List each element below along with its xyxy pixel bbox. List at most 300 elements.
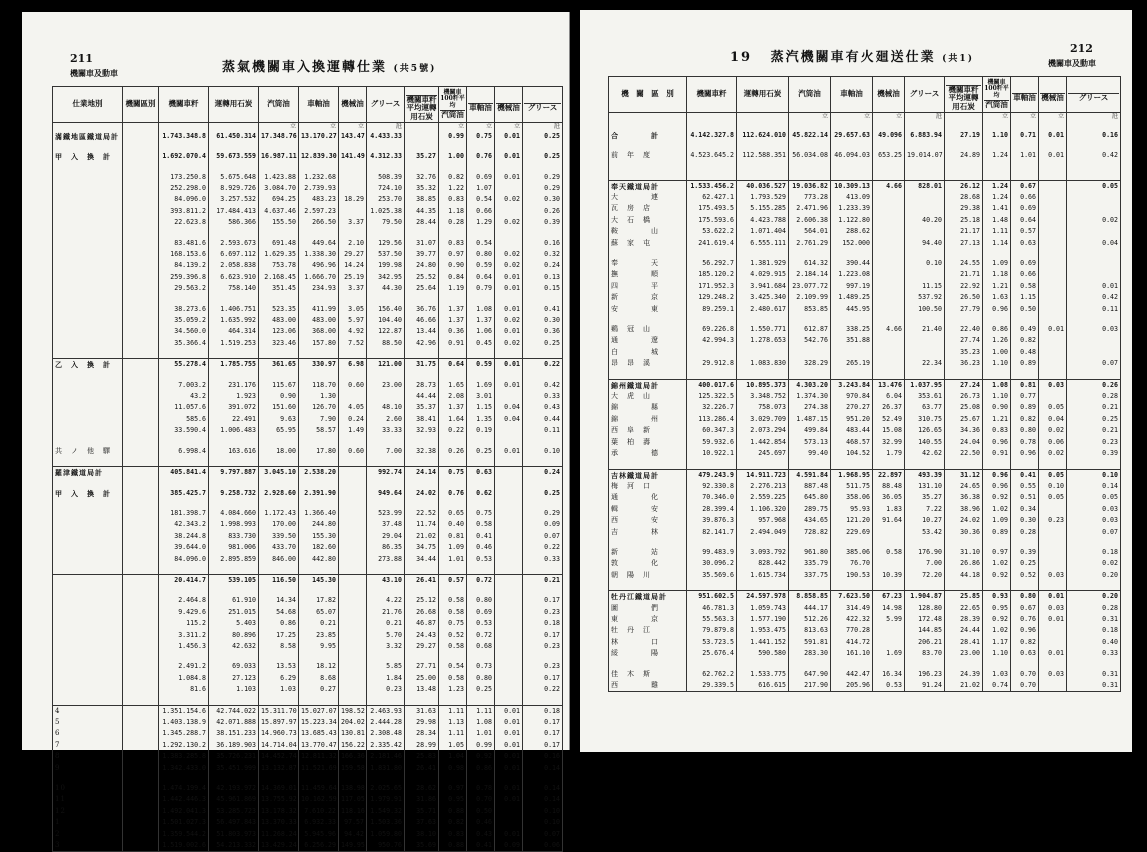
table-row	[609, 558, 1121, 569]
table-cell: 0.30	[1011, 515, 1039, 526]
table-cell	[159, 565, 209, 575]
table-cell	[873, 292, 905, 303]
table-cell	[159, 371, 209, 380]
table-cell: 483.00	[299, 315, 339, 326]
table-cell: 葉 柏 壽	[609, 437, 687, 448]
table-cell: 1.00	[439, 151, 467, 162]
table-cell: 21.40	[905, 324, 945, 335]
table-cell: 464.314	[209, 326, 259, 337]
table-cell: 13.476	[873, 379, 905, 391]
table-cell: 25.83	[405, 751, 439, 762]
table-cell: 1.381.929	[737, 258, 789, 269]
table-cell: 0.40	[439, 519, 467, 530]
table-cell: 27.71	[405, 661, 439, 672]
table-cell: 0.66	[1011, 269, 1039, 280]
table-cell: 13.370.33	[259, 817, 299, 828]
table-cell: 0.69	[1011, 258, 1039, 269]
table-cell	[609, 171, 687, 181]
table-cell	[123, 607, 159, 618]
table-row	[53, 618, 563, 629]
table-cell: 0.53	[873, 680, 905, 692]
table-cell: 173.250.8	[159, 172, 209, 183]
table-cell: 4	[53, 705, 123, 717]
table-cell	[123, 467, 159, 479]
table-cell: 共 ノ 他 驛	[53, 446, 123, 457]
table-cell	[523, 437, 563, 446]
table-row	[53, 217, 563, 228]
column-header: 車軸油	[1011, 77, 1039, 113]
table-cell: 175.593.6	[687, 215, 737, 226]
table-cell: 0.18	[1067, 625, 1121, 636]
table-cell: 0.92	[467, 751, 495, 762]
table-cell: 1.41	[983, 203, 1011, 214]
table-cell	[367, 437, 405, 446]
table-cell: 56.497.843	[209, 817, 259, 828]
table-cell: 0.23	[1067, 437, 1121, 448]
table-cell	[1011, 171, 1039, 181]
table-cell: 2.895.859	[209, 554, 259, 565]
table-cell: 10.162.59	[299, 794, 339, 805]
table-cell: 22.491	[209, 414, 259, 425]
table-cell: 26.86	[945, 558, 983, 569]
spacer-row	[53, 457, 563, 467]
table-cell	[467, 142, 495, 151]
table-cell	[159, 479, 209, 488]
table-cell	[1039, 370, 1067, 380]
table-cell	[123, 349, 159, 359]
table-cell: 34.75	[405, 542, 439, 553]
table-cell: 143.47	[339, 131, 367, 142]
table-cell: 616.615	[737, 680, 789, 692]
table-cell: 0.25	[523, 131, 563, 142]
table-cell: 9	[53, 763, 123, 774]
table-cell	[1039, 527, 1067, 538]
table-cell: 79.879.8	[687, 625, 737, 636]
table-cell: 奉天鐵道局計	[609, 180, 687, 192]
table-cell: 88.48	[873, 481, 905, 492]
table-cell	[495, 565, 523, 575]
table-cell	[53, 402, 123, 413]
table-cell: 35.69	[405, 840, 439, 852]
table-cell: 24.02	[945, 515, 983, 526]
table-cell: 1.09	[983, 258, 1011, 269]
table-cell: 28.399.4	[687, 504, 737, 515]
table-cell: 1.489.25	[831, 292, 873, 303]
table-cell: 0.80	[467, 595, 495, 606]
table-cell: 283.30	[789, 648, 831, 659]
table-cell: 0.48	[1011, 347, 1039, 358]
table-cell: 1.02	[983, 558, 1011, 569]
table-cell: 0.92	[983, 614, 1011, 625]
table-cell	[873, 347, 905, 358]
table-cell	[789, 660, 831, 669]
table-cell: 612.87	[789, 324, 831, 335]
table-cell: 499.84	[789, 425, 831, 436]
spacer-row	[609, 315, 1121, 324]
table-cell: 1.02	[983, 625, 1011, 636]
table-row	[53, 763, 563, 774]
table-cell: 1.79	[873, 448, 905, 459]
table-cell: 0.40	[1067, 637, 1121, 648]
table-cell	[339, 499, 367, 508]
table-cell: 9.429.6	[159, 607, 209, 618]
table-row	[53, 829, 563, 840]
table-row	[609, 625, 1121, 636]
table-cell: 1.35	[467, 414, 495, 425]
table-row	[609, 150, 1121, 161]
table-cell: 0.16	[523, 238, 563, 249]
table-cell: 0.18	[523, 618, 563, 629]
table-cell	[873, 370, 905, 380]
column-header: 車軸油	[467, 87, 495, 123]
table-cell	[467, 479, 495, 488]
table-cell: 0.58	[439, 641, 467, 652]
table-cell	[339, 172, 367, 183]
table-cell	[945, 460, 983, 470]
table-cell	[495, 391, 523, 402]
table-cell	[873, 538, 905, 547]
table-header-row	[609, 77, 1121, 113]
table-cell: 0.22	[523, 684, 563, 695]
table-cell	[1039, 121, 1067, 130]
table-cell: 0.42	[1067, 292, 1121, 303]
table-cell: 992.74	[367, 467, 405, 479]
table-row	[609, 591, 1121, 603]
spacer-row	[53, 437, 563, 446]
table-cell: 0.28	[1067, 603, 1121, 614]
table-cell	[1067, 347, 1121, 358]
table-cell: 0.62	[467, 488, 495, 499]
table-cell: 413.09	[831, 192, 873, 203]
table-cell: 31.75	[405, 359, 439, 371]
column-header: 車軸油	[299, 87, 339, 123]
table-cell: 0.28	[1067, 391, 1121, 402]
table-cell	[123, 717, 159, 728]
table-cell: 161.10	[831, 648, 873, 659]
table-cell: 957.968	[737, 515, 789, 526]
table-cell: 22.897	[873, 469, 905, 481]
table-cell: 26.50	[945, 292, 983, 303]
table-cell	[367, 457, 405, 467]
table-cell: 0.29	[523, 508, 563, 519]
table-cell: 94.40	[905, 238, 945, 249]
table-cell: 25.52	[405, 272, 439, 283]
table-cell: 0.53	[467, 554, 495, 565]
table-cell	[495, 467, 523, 479]
table-cell: 0.65	[439, 508, 467, 519]
table-cell: 5.155.285	[737, 203, 789, 214]
table-cell: 40.036.527	[737, 180, 789, 192]
table-cell	[339, 391, 367, 402]
table-cell: 314.49	[831, 603, 873, 614]
table-cell: 1.006.483	[209, 425, 259, 436]
table-cell	[367, 774, 405, 783]
table-cell	[53, 574, 123, 586]
table-cell: 1.29	[467, 217, 495, 228]
table-cell: 46.781.3	[687, 603, 737, 614]
table-cell	[123, 425, 159, 436]
table-cell	[159, 142, 209, 151]
table-row	[609, 527, 1121, 538]
table-cell	[53, 774, 123, 783]
table-cell	[467, 696, 495, 706]
table-cell: 0.86	[259, 618, 299, 629]
table-cell: 25.08	[945, 402, 983, 413]
table-cell: 1.23	[439, 684, 467, 695]
table-cell: 0.01	[495, 717, 523, 728]
table-cell	[209, 437, 259, 446]
table-cell: 0.21	[1067, 402, 1121, 413]
table-cell: 0.01	[495, 272, 523, 283]
table-cell: 1.01	[1011, 150, 1039, 161]
table-cell: 0.04	[1067, 238, 1121, 249]
table-cell: 1.442.854	[737, 437, 789, 448]
table-cell: 21.17	[945, 226, 983, 237]
table-cell	[439, 652, 467, 661]
table-cell: 1.24	[983, 180, 1011, 192]
table-cell: 1	[53, 817, 123, 828]
table-cell	[495, 295, 523, 304]
table-cell: 24.65	[945, 481, 983, 492]
table-cell	[405, 229, 439, 238]
table-cell: 0.76	[439, 488, 467, 499]
table-cell: 390.44	[831, 258, 873, 269]
table-cell: 289.75	[789, 504, 831, 515]
table-cell: 0.31	[1067, 614, 1121, 625]
table-cell: 25.67	[945, 414, 983, 425]
table-cell: 0.91	[983, 448, 1011, 459]
table-cell: 14.34	[259, 595, 299, 606]
unit-cell	[123, 122, 159, 131]
table-cell: 0.80	[467, 249, 495, 260]
table-cell: 白 城	[609, 347, 687, 358]
table-cell	[945, 121, 983, 130]
table-cell: 西 阜 新	[609, 425, 687, 436]
table-cell: 16.987.11	[259, 151, 299, 162]
table-cell: 10.309.13	[831, 180, 873, 192]
table-cell: 0.25	[523, 338, 563, 349]
table-cell: 0.76	[467, 151, 495, 162]
table-cell	[439, 457, 467, 467]
table-cell: 13.132.87	[259, 763, 299, 774]
table-cell: 0.05	[1039, 402, 1067, 413]
table-cell	[53, 696, 123, 706]
table-cell: 0.17	[523, 630, 563, 641]
table-cell: 1.14	[983, 238, 1011, 249]
table-cell	[1039, 238, 1067, 249]
table-cell	[495, 206, 523, 217]
table-cell	[159, 163, 209, 172]
table-cell: 28.39	[945, 614, 983, 625]
table-cell: 2.494.049	[737, 527, 789, 538]
table-row	[53, 151, 563, 162]
table-cell	[53, 661, 123, 672]
table-row	[53, 783, 563, 794]
table-cell	[123, 338, 159, 349]
table-cell: 22.52	[405, 508, 439, 519]
table-cell: 17.484.413	[209, 206, 259, 217]
table-cell: 0.70	[467, 794, 495, 805]
table-cell	[873, 215, 905, 226]
table-cell: 0.69	[467, 172, 495, 183]
table-cell: 3.37	[339, 217, 367, 228]
table-cell: 0.82	[1011, 335, 1039, 346]
table-cell	[299, 457, 339, 467]
table-cell	[1067, 249, 1121, 258]
table-cell	[367, 229, 405, 238]
table-cell: 368.00	[299, 326, 339, 337]
unit-cell	[945, 112, 983, 121]
table-cell	[209, 652, 259, 661]
table-cell: 112.624.010	[737, 130, 789, 141]
units-row	[609, 112, 1121, 121]
table-cell: 1.998.993	[209, 519, 259, 530]
table-cell: 35.366.4	[159, 338, 209, 349]
table-cell: 537.50	[367, 249, 405, 260]
table-cell	[439, 774, 467, 783]
table-cell	[123, 371, 159, 380]
table-cell: 大 虎 山	[609, 391, 687, 402]
table-cell: 0.02	[495, 260, 523, 271]
table-cell: 合 計	[609, 130, 687, 141]
table-cell: 414.72	[831, 637, 873, 648]
table-cell	[905, 192, 945, 203]
table-cell	[259, 696, 299, 706]
table-cell: 四 平	[609, 281, 687, 292]
table-cell: 0.41	[523, 304, 563, 315]
table-cell: 115.2	[159, 618, 209, 629]
table-cell: 7.003.2	[159, 380, 209, 391]
table-cell	[905, 203, 945, 214]
table-cell	[339, 630, 367, 641]
table-cell: 1.519.253	[209, 338, 259, 349]
table-cell: 0.64	[439, 359, 467, 371]
table-cell: 2.471.96	[789, 203, 831, 214]
table-cell: 38.273.6	[159, 304, 209, 315]
table-cell	[123, 437, 159, 446]
table-cell: 0.16	[1067, 130, 1121, 141]
table-row	[609, 238, 1121, 249]
table-cell	[123, 295, 159, 304]
table-cell	[1067, 269, 1121, 280]
table-cell: 0.81	[439, 531, 467, 542]
table-cell: 0.52	[1011, 570, 1039, 581]
table-cell	[53, 249, 123, 260]
table-cell: 1.403.138.9	[159, 717, 209, 728]
right-page	[580, 10, 1132, 752]
table-cell	[983, 121, 1011, 130]
table-row	[609, 547, 1121, 558]
table-cell	[495, 673, 523, 684]
table-cell	[339, 696, 367, 706]
table-cell: 2.739.93	[299, 183, 339, 194]
table-cell	[495, 806, 523, 817]
table-cell: 1.30	[299, 391, 339, 402]
avg-group-header: 機關車100粁平均	[984, 78, 1009, 100]
table-cell	[1039, 180, 1067, 192]
unit-cell: 瓩	[523, 122, 563, 131]
table-cell: 1.08	[467, 304, 495, 315]
table-cell	[339, 163, 367, 172]
table-cell	[53, 457, 123, 467]
spacer-row	[53, 774, 563, 783]
table-cell	[123, 446, 159, 457]
table-cell	[299, 163, 339, 172]
table-cell	[53, 183, 123, 194]
table-cell: 0.58	[439, 673, 467, 684]
table-cell	[1011, 538, 1039, 547]
table-cell: 0.18	[523, 705, 563, 717]
table-cell: 羅津鐵道局計	[53, 467, 123, 479]
table-cell: 36.23	[945, 358, 983, 369]
table-cell: 34.36	[945, 425, 983, 436]
table-cell: 79.50	[367, 217, 405, 228]
table-cell: 182.60	[299, 542, 339, 553]
table-cell	[905, 121, 945, 130]
table-cell: 69.033	[209, 661, 259, 672]
table-cell: 10.895.373	[737, 379, 789, 391]
table-cell: 11.459.64	[299, 783, 339, 794]
table-cell: 0.01	[1039, 324, 1067, 335]
table-cell: 0.60	[339, 446, 367, 457]
table-cell	[339, 488, 367, 499]
table-cell: 0.21	[1067, 425, 1121, 436]
table-row	[53, 542, 563, 553]
table-cell	[209, 499, 259, 508]
table-cell: 1.122.80	[831, 215, 873, 226]
unit-cell: 瓩	[1067, 112, 1121, 121]
table-cell	[873, 558, 905, 569]
table-cell: 36.76	[405, 304, 439, 315]
table-cell: 15.311.70	[259, 705, 299, 717]
table-cell: 84.139.2	[159, 260, 209, 271]
table-cell	[53, 508, 123, 519]
table-cell	[439, 696, 467, 706]
table-cell: 14.369.01	[259, 783, 299, 794]
table-cell	[339, 467, 367, 479]
table-cell: 29.27	[339, 249, 367, 260]
table-row	[53, 338, 563, 349]
table-cell: 37.48	[367, 519, 405, 530]
table-cell	[209, 163, 259, 172]
table-cell: 2.335.42	[367, 740, 405, 751]
table-cell	[123, 696, 159, 706]
table-cell: 0.04	[1039, 414, 1067, 425]
table-cell: 昂 昂 溪	[609, 358, 687, 369]
table-cell: 0.59	[467, 359, 495, 371]
table-cell	[495, 618, 523, 629]
table-cell: 0.24	[523, 260, 563, 271]
table-row	[609, 669, 1121, 680]
table-cell: 1.442.446.3	[159, 794, 209, 805]
table-row	[53, 794, 563, 805]
table-cell: 591.81	[789, 637, 831, 648]
table-cell	[53, 349, 123, 359]
table-cell: 0.10	[1067, 469, 1121, 481]
table-row	[53, 172, 563, 183]
table-cell: 0.69	[1011, 203, 1039, 214]
table-cell: 1.21	[983, 414, 1011, 425]
table-cell	[687, 660, 737, 669]
table-cell: 0.03	[1067, 324, 1121, 335]
unit-cell: 瓩	[367, 122, 405, 131]
table-cell: 大 連	[609, 192, 687, 203]
table-cell: 1.223.08	[831, 269, 873, 280]
table-cell: 328.29	[789, 358, 831, 369]
table-cell: 144.85	[905, 625, 945, 636]
table-cell	[123, 151, 159, 162]
table-row	[53, 391, 563, 402]
